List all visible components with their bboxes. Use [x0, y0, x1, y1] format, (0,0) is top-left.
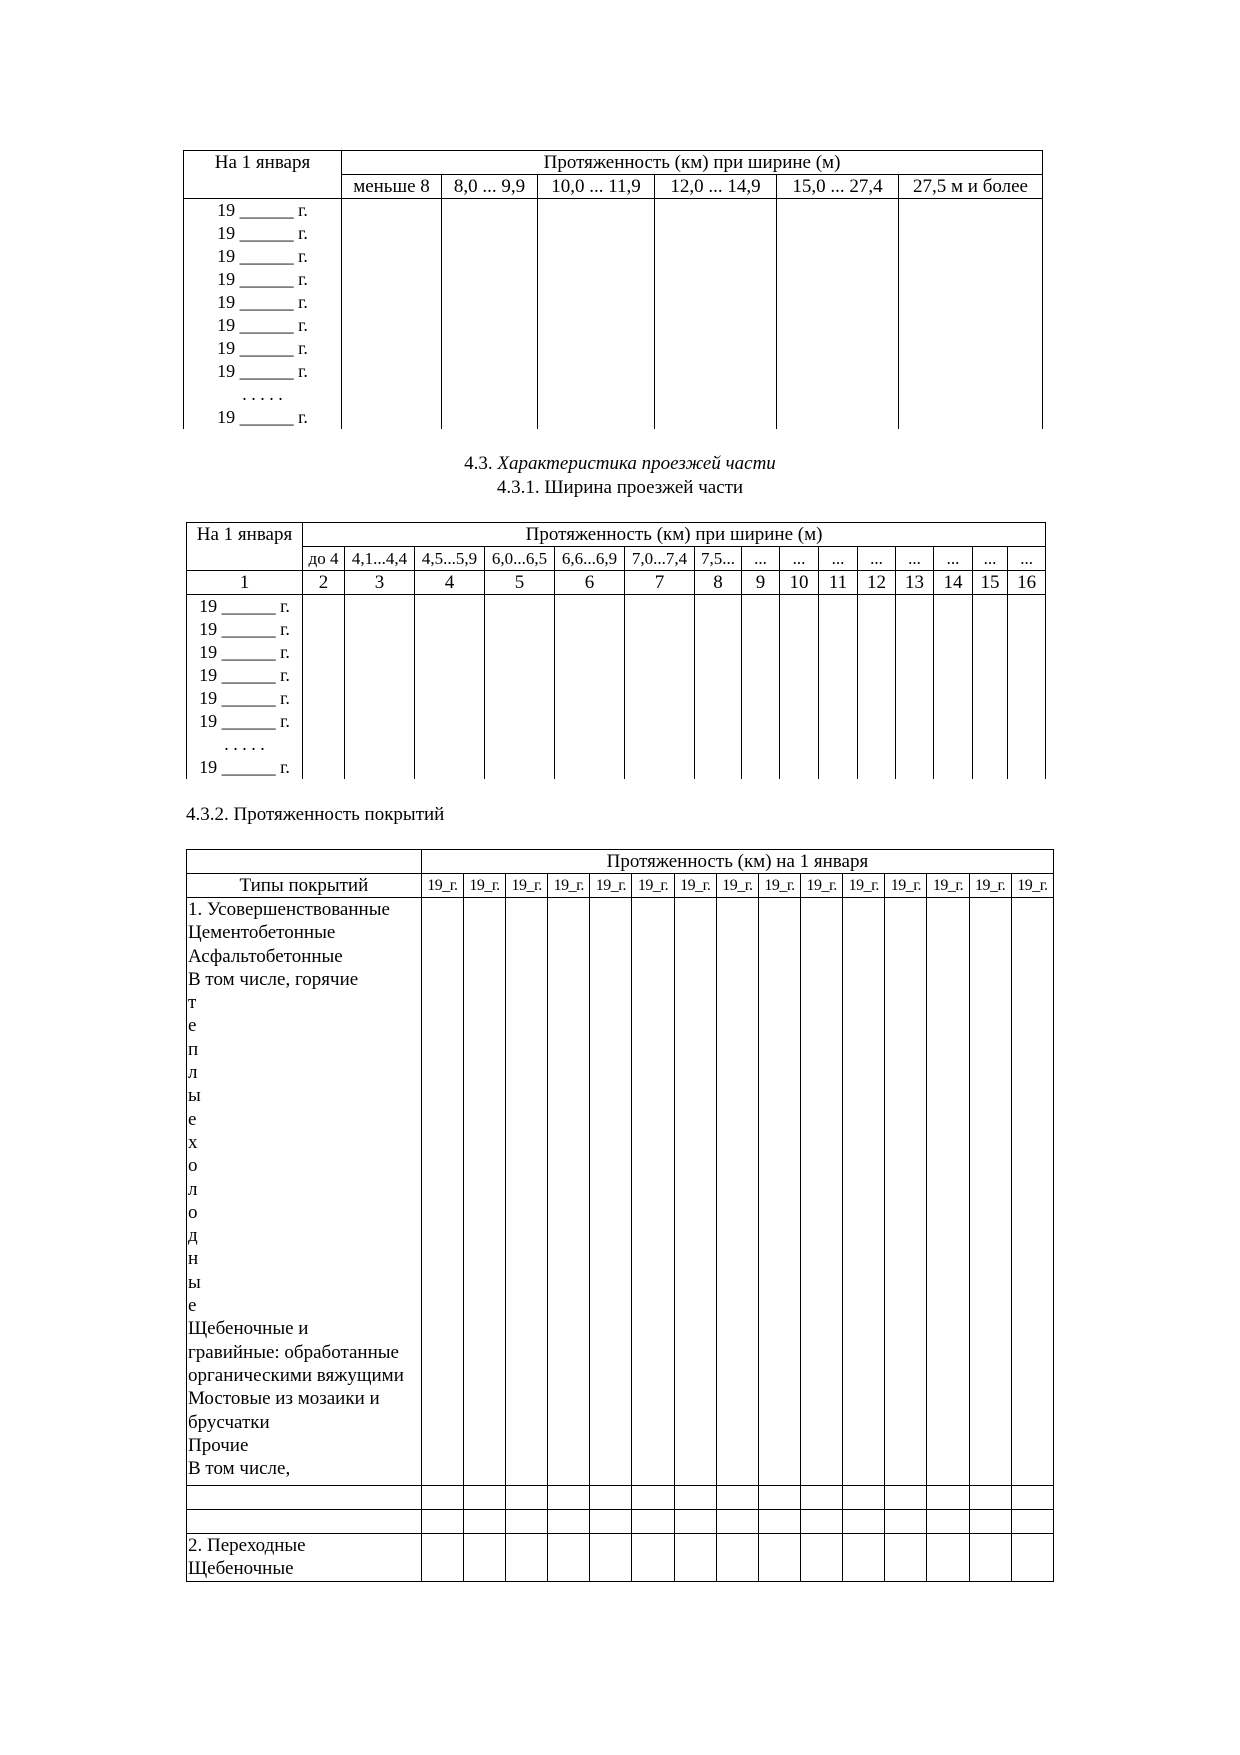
coverage-type-label: п: [188, 1038, 199, 1060]
data-cell: [885, 1534, 927, 1582]
coverage-type-label: т: [188, 992, 197, 1014]
year-column-header: 19_г.: [758, 874, 800, 898]
coverage-type-label: д: [188, 1225, 198, 1247]
data-cell: [463, 1534, 505, 1582]
data-cell: [421, 1510, 463, 1534]
coverage-type-label: органическими вяжущими: [188, 1364, 404, 1386]
date-entry: 19 ______ г.: [199, 757, 290, 777]
data-column: [555, 595, 625, 780]
date-entry: 19 ______ г.: [217, 292, 308, 312]
coverage-type-label: х: [188, 1131, 198, 1153]
coverage-type-label: Цементобетонные: [188, 922, 336, 944]
column-number: 16: [1008, 571, 1046, 595]
data-cell: [927, 1486, 969, 1510]
data-cell: [801, 1510, 843, 1534]
coverage-type-label: гравийные: обработанные: [188, 1341, 399, 1363]
date-header: На 1 января: [184, 151, 342, 199]
data-cell: [843, 1510, 885, 1534]
date-entry: 19 ______ г.: [217, 315, 308, 335]
group-header: Протяженность (км) при ширине (м): [303, 523, 1046, 547]
data-column: [899, 199, 1043, 430]
data-cell: [969, 1486, 1011, 1510]
width-column-header: ...: [742, 547, 780, 571]
width-column-header: ...: [973, 547, 1008, 571]
data-cell: [506, 1510, 548, 1534]
coverage-table: [186, 849, 1054, 1582]
column-number: 3: [345, 571, 415, 595]
type-header: Типы покрытий: [187, 874, 422, 898]
data-cell: [548, 1510, 590, 1534]
date-entry: 19 ______ г.: [217, 246, 308, 266]
date-entry: 19 ______ г.: [217, 223, 308, 243]
year-column-header: 19_г.: [969, 874, 1011, 898]
coverage-type-label: е: [188, 1015, 197, 1037]
data-cell: [927, 1534, 969, 1582]
coverage-type-label: ы: [188, 1271, 201, 1293]
data-cell: [674, 1510, 716, 1534]
year-column-header: 19_г.: [927, 874, 969, 898]
data-column: [625, 595, 695, 780]
coverage-title: 4.3.2. Протяженность покрытий: [186, 804, 445, 825]
year-column-header: 19_г.: [716, 874, 758, 898]
data-cell: [758, 1486, 800, 1510]
data-cell: [758, 1510, 800, 1534]
data-cell: [632, 1510, 674, 1534]
data-cell: [590, 1510, 632, 1534]
year-column-header: 19_г.: [632, 874, 674, 898]
coverage-type-label: е: [188, 1295, 197, 1317]
data-cell: [590, 898, 632, 1486]
year-column-header: 19_г.: [463, 874, 505, 898]
data-cell: [969, 1534, 1011, 1582]
date-entry: 19 ______ г.: [217, 361, 308, 381]
data-column: [780, 595, 819, 780]
data-cell: [506, 1486, 548, 1510]
width-column-header: ...: [819, 547, 858, 571]
data-cell: [421, 1486, 463, 1510]
width-column-header: ...: [934, 547, 973, 571]
year-column-header: 19_г.: [801, 874, 843, 898]
data-column: [742, 595, 780, 780]
coverage-type-label: л: [188, 1178, 198, 1200]
width-column-header: 8,0 ... 9,9: [442, 175, 538, 199]
width-column-header: ...: [780, 547, 819, 571]
data-column: [858, 595, 896, 780]
data-cell: [801, 1534, 843, 1582]
coverage-type-label: л: [188, 1062, 198, 1084]
data-cell: [1011, 1534, 1053, 1582]
date-entry: 19 ______ г.: [217, 269, 308, 289]
data-cell: [1011, 1510, 1053, 1534]
data-cell: [969, 898, 1011, 1486]
coverage-type-label: В том числе,: [188, 1458, 291, 1480]
coverage-type-label: Щебеночные и: [188, 1318, 309, 1340]
date-entry: 19 ______ г.: [199, 642, 290, 662]
data-column: [819, 595, 858, 780]
data-cell: [716, 1486, 758, 1510]
data-cell: [969, 1510, 1011, 1534]
column-number: 9: [742, 571, 780, 595]
data-cell: [758, 898, 800, 1486]
width-column-header: ...: [858, 547, 896, 571]
data-cell: [506, 1534, 548, 1582]
coverage-types-transitional: [187, 1534, 422, 1582]
year-column-header: 19_г.: [1011, 874, 1053, 898]
data-column: [1008, 595, 1046, 780]
data-cell: [421, 1534, 463, 1582]
data-cell: [674, 1534, 716, 1582]
coverage-type-label: ы: [188, 1085, 201, 1107]
date-column: [187, 595, 303, 780]
data-cell: [1011, 898, 1053, 1486]
data-cell: [716, 1534, 758, 1582]
data-cell: [843, 1534, 885, 1582]
date-entry: . . . . .: [242, 384, 283, 404]
data-cell: [590, 1486, 632, 1510]
data-cell: [548, 898, 590, 1486]
column-number: 12: [858, 571, 896, 595]
data-cell: [548, 1534, 590, 1582]
data-cell: [716, 1510, 758, 1534]
year-column-header: 19_г.: [590, 874, 632, 898]
data-cell: [843, 898, 885, 1486]
data-cell: [421, 898, 463, 1486]
year-column-header: 19_г.: [843, 874, 885, 898]
coverage-type-label: е: [188, 1108, 197, 1130]
data-column: [777, 199, 899, 430]
data-cell: [843, 1486, 885, 1510]
empty-row-cell: [187, 1510, 422, 1534]
data-cell: [801, 1486, 843, 1510]
date-entry: 19 ______ г.: [199, 688, 290, 708]
section-title: 4.3. Характеристика проезжей части: [464, 453, 776, 474]
data-cell: [758, 1534, 800, 1582]
width-column-header: 4,1...4,4: [345, 547, 415, 571]
width-column-header: ...: [896, 547, 934, 571]
data-cell: [674, 898, 716, 1486]
width-column-header: 7,5...: [695, 547, 742, 571]
data-column: [934, 595, 973, 780]
data-column: [695, 595, 742, 780]
data-column: [442, 199, 538, 430]
date-entry: 19 ______ г.: [199, 665, 290, 685]
coverage-type-label: Мостовые из мозаики и: [188, 1388, 380, 1410]
data-column: [973, 595, 1008, 780]
coverage-type-label: Асфальтобетонные: [188, 945, 343, 967]
coverage-types-improved: [187, 898, 422, 1486]
coverage-type-label: н: [188, 1248, 199, 1270]
empty-row-cell: [187, 1486, 422, 1510]
data-cell: [463, 898, 505, 1486]
empty-corner: [187, 850, 422, 874]
width-column-header: 10,0 ... 11,9: [538, 175, 655, 199]
width-column-header: 6,0...6,5: [485, 547, 555, 571]
coverage-type-label: В том числе, горячие: [188, 968, 359, 990]
section-subtitle: 4.3.1. Ширина проезжей части: [496, 477, 744, 498]
coverage-type-label: 2. Переходные: [188, 1535, 306, 1556]
group-header: Протяженность (км) при ширине (м): [342, 151, 1043, 175]
data-column: [303, 595, 345, 780]
year-column-header: 19_г.: [506, 874, 548, 898]
column-number: 11: [819, 571, 858, 595]
column-number: 15: [973, 571, 1008, 595]
data-cell: [632, 898, 674, 1486]
data-cell: [1011, 1486, 1053, 1510]
year-column-header: 19_г.: [421, 874, 463, 898]
data-cell: [885, 1486, 927, 1510]
width-column-header: 6,6...6,9: [555, 547, 625, 571]
data-column: [415, 595, 485, 780]
coverage-type-label: брусчатки: [188, 1411, 270, 1433]
date-entry: 19 ______ г.: [217, 338, 308, 358]
width-column-header: ...: [1008, 547, 1046, 571]
column-number: 5: [485, 571, 555, 595]
width-column-header: до 4: [303, 547, 345, 571]
data-cell: [506, 898, 548, 1486]
width-column-header: 7,0...7,4: [625, 547, 695, 571]
coverage-type-label: 1. Усовершенствованные: [188, 899, 390, 920]
data-cell: [632, 1486, 674, 1510]
date-entry: . . . . .: [224, 734, 265, 754]
width-column-header: меньше 8: [342, 175, 442, 199]
width-column-header: 27,5 м и более: [899, 175, 1043, 199]
date-entry: 19 ______ г.: [199, 619, 290, 639]
column-number: 1: [187, 571, 303, 595]
date-header: На 1 января: [187, 523, 303, 571]
coverage-type-label: Щебеночные: [188, 1558, 294, 1580]
group-header: Протяженность (км) на 1 января: [421, 850, 1053, 874]
data-cell: [548, 1486, 590, 1510]
column-number: 13: [896, 571, 934, 595]
year-column-header: 19_г.: [885, 874, 927, 898]
data-column: [655, 199, 777, 430]
coverage-type-label: о: [188, 1155, 198, 1177]
data-cell: [674, 1486, 716, 1510]
year-column-header: 19_г.: [674, 874, 716, 898]
data-cell: [632, 1534, 674, 1582]
data-cell: [885, 1510, 927, 1534]
column-number: 6: [555, 571, 625, 595]
column-number: 4: [415, 571, 485, 595]
data-column: [485, 595, 555, 780]
coverage-type-label: о: [188, 1201, 198, 1223]
data-cell: [927, 898, 969, 1486]
date-column: [184, 199, 342, 430]
column-number: 7: [625, 571, 695, 595]
year-column-header: 19_г.: [548, 874, 590, 898]
date-entry: 19 ______ г.: [199, 711, 290, 731]
coverage-type-label: Прочие: [188, 1434, 249, 1456]
data-column: [345, 595, 415, 780]
column-number: 14: [934, 571, 973, 595]
width-column-header: 12,0 ... 14,9: [655, 175, 777, 199]
data-cell: [927, 1510, 969, 1534]
data-cell: [463, 1486, 505, 1510]
data-cell: [716, 898, 758, 1486]
data-column: [538, 199, 655, 430]
width-column-header: 4,5...5,9: [415, 547, 485, 571]
data-cell: [885, 898, 927, 1486]
date-entry: 19 ______ г.: [199, 596, 290, 616]
date-entry: 19 ______ г.: [217, 407, 308, 427]
data-cell: [801, 898, 843, 1486]
column-number: 8: [695, 571, 742, 595]
data-cell: [463, 1510, 505, 1534]
width-column-header: 15,0 ... 27,4: [777, 175, 899, 199]
width-table-2: [186, 522, 1046, 779]
data-column: [896, 595, 934, 780]
column-number: 10: [780, 571, 819, 595]
data-cell: [590, 1534, 632, 1582]
width-table-1: [183, 150, 1043, 429]
column-number: 2: [303, 571, 345, 595]
data-column: [342, 199, 442, 430]
date-entry: 19 ______ г.: [217, 200, 308, 220]
